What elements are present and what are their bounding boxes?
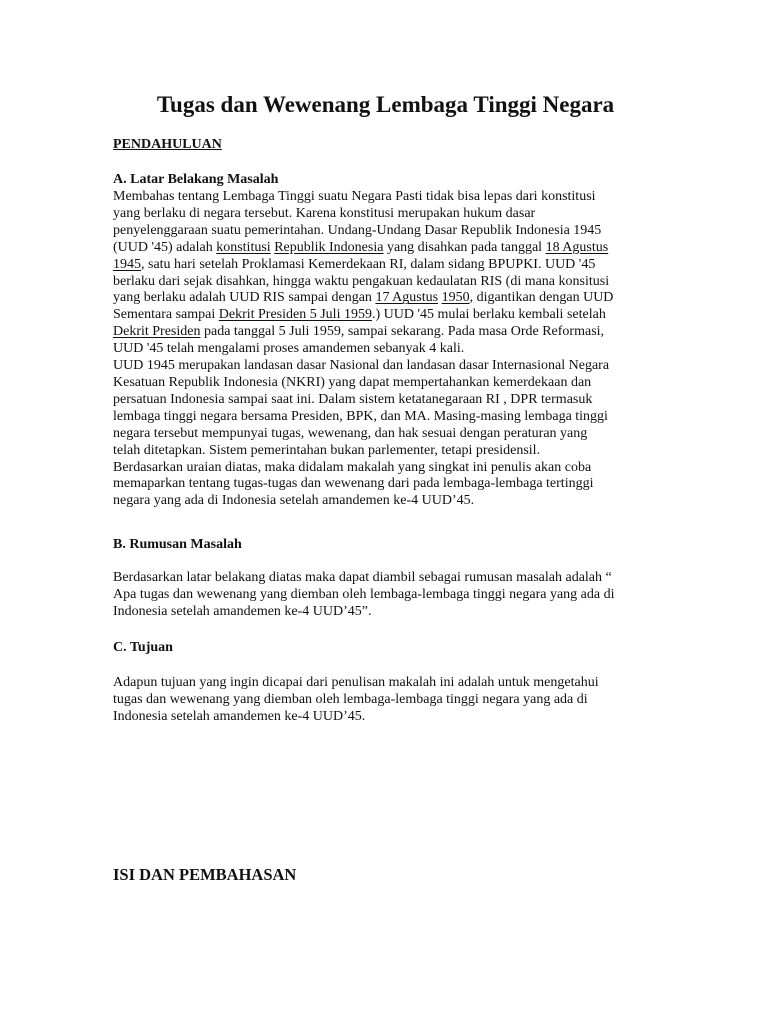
- text-run: persatuan Indonesia sampai saat ini. Dalam sistem ketatanegaraan RI , DPR termasuk: [113, 391, 593, 407]
- text-run: Membahas tentang Lembaga Tinggi suatu Negara Pasti tidak bisa lepas dari konstitusi: [113, 189, 596, 204]
- text-line: [113, 409, 658, 426]
- text-run: Berdasarkan latar belakang diatas maka dapat diambil sebagai rumusan masalah adalah “: [113, 570, 612, 585]
- text-line: [113, 189, 658, 206]
- text-run: tugas dan wewenang yang diemban oleh lembaga-lembaga tinggi negara yang ada di: [113, 691, 588, 707]
- hyperlink[interactable]: Dekrit Presiden: [113, 324, 201, 340]
- section-a-heading: A. Latar Belakang Masalah: [113, 172, 279, 187]
- hyperlink[interactable]: 1950: [441, 290, 470, 306]
- isi-pembahasan-heading: ISI DAN PEMBAHASAN: [113, 865, 297, 884]
- text-line: [113, 324, 658, 341]
- text-run: Kesatuan Republik Indonesia (NKRI) yang dapat mempertahankan kemerdekaan dan: [113, 374, 592, 390]
- text-run: Sementara sampai: [113, 307, 219, 323]
- text-run: pada tanggal 5 Juli 1959, sampai sekarang. Pada masa Orde Reformasi,: [200, 324, 605, 340]
- text-run: Apa tugas dan wewenang yang diemban oleh lembaga-lembaga tinggi negara yang ada di: [113, 586, 615, 602]
- text-line: [113, 476, 658, 493]
- hyperlink[interactable]: 1945: [113, 256, 141, 272]
- text-run: (UUD '45) adalah: [113, 239, 217, 255]
- section-b-heading: B. Rumusan Masalah: [113, 537, 242, 552]
- text-run: yang berlaku adalah UUD RIS sampai dengan: [113, 290, 376, 306]
- text-line: [113, 426, 658, 443]
- text-line: [113, 240, 658, 257]
- text-run: , satu hari setelah Proklamasi Kemerdekaan RI, dalam sidang BPUPKI. UUD '45: [141, 256, 596, 272]
- text-run: lembaga tinggi negara bersama Presiden, BPK, dan MA. Masing-masing lembaga tinggi: [113, 408, 608, 424]
- text-run: negara yang ada di Indonesia setelah amandemen ke-4 UUD’45.: [113, 493, 475, 509]
- text-line: [113, 460, 658, 477]
- text-run: berlaku dari sejak disahkan, hingga waktu pengakuan kedaulatan RIS (di mana konsitusi: [113, 273, 610, 289]
- text-line: [113, 675, 658, 692]
- text-line: [113, 443, 658, 460]
- text-line: [113, 709, 658, 726]
- text-run: Adapun tujuan yang ingin dicapai dari penulisan makalah ini adalah untuk mengetahui: [113, 675, 599, 690]
- text-line: [113, 274, 658, 291]
- text-line: [113, 375, 658, 392]
- section-c-body: [113, 675, 658, 726]
- text-line: [113, 206, 658, 223]
- text-line: [113, 604, 658, 621]
- text-line: [113, 493, 658, 510]
- text-run: Berdasarkan uraian diatas, maka didalam makalah yang singkat ini penulis akan coba: [113, 459, 592, 475]
- section-c-heading: C. Tujuan: [113, 640, 173, 655]
- text-run: telah ditetapkan. Sistem pemerintahan bukan parlementer, tetapi presidensil.: [113, 442, 541, 458]
- hyperlink[interactable]: Republik Indonesia: [274, 239, 384, 255]
- hyperlink[interactable]: konstitusi: [216, 239, 271, 255]
- text-line: [113, 257, 658, 274]
- text-run: Indonesia setelah amandemen ke-4 UUD’45.: [113, 708, 366, 724]
- intro-heading: PENDAHULUAN: [113, 137, 222, 152]
- text-line: [113, 692, 658, 709]
- text-line: [113, 392, 658, 409]
- text-line: [113, 223, 658, 240]
- text-run: negara tersebut mempunyai tugas, wewenang, dan hak sesuai dengan peraturan yang: [113, 425, 588, 441]
- text-line: [113, 341, 658, 358]
- hyperlink[interactable]: 17 Agustus: [375, 290, 439, 306]
- document-title: Tugas dan Wewenang Lembaga Tinggi Negara: [156, 92, 615, 117]
- hyperlink[interactable]: Dekrit Presiden 5 Juli 1959: [218, 307, 372, 323]
- text-run: yang berlaku di negara tersebut. Karena konstitusi merupakan hukum dasar: [113, 205, 536, 221]
- text-run: UUD '45 telah mengalami proses amandemen sebanyak 4 kali.: [113, 341, 465, 357]
- text-line: [113, 307, 658, 324]
- hyperlink[interactable]: 18 Agustus: [545, 239, 609, 255]
- text-line: [113, 358, 658, 375]
- text-run: memaparkan tentang tugas-tugas dan wewenang dari pada lembaga-lembaga tertinggi: [113, 476, 594, 492]
- text-line: [113, 587, 658, 604]
- text-run: penyelenggaraan suatu pemerintahan. Undang-Undang Dasar Republik Indonesia 1945: [113, 222, 602, 238]
- text-line: [113, 570, 658, 587]
- text-run: UUD 1945 merupakan landasan dasar Nasional dan landasan dasar Internasional Negara: [113, 358, 610, 374]
- section-a-body: [113, 189, 658, 510]
- text-run: yang disahkan pada tanggal: [383, 239, 546, 255]
- text-line: [113, 290, 658, 307]
- text-run: , digantikan dengan UUD: [469, 290, 614, 306]
- text-run: .) UUD '45 mulai berlaku kembali setelah: [371, 307, 606, 323]
- text-run: Indonesia setelah amandemen ke-4 UUD’45”.: [113, 603, 372, 619]
- section-b-body: [113, 570, 658, 621]
